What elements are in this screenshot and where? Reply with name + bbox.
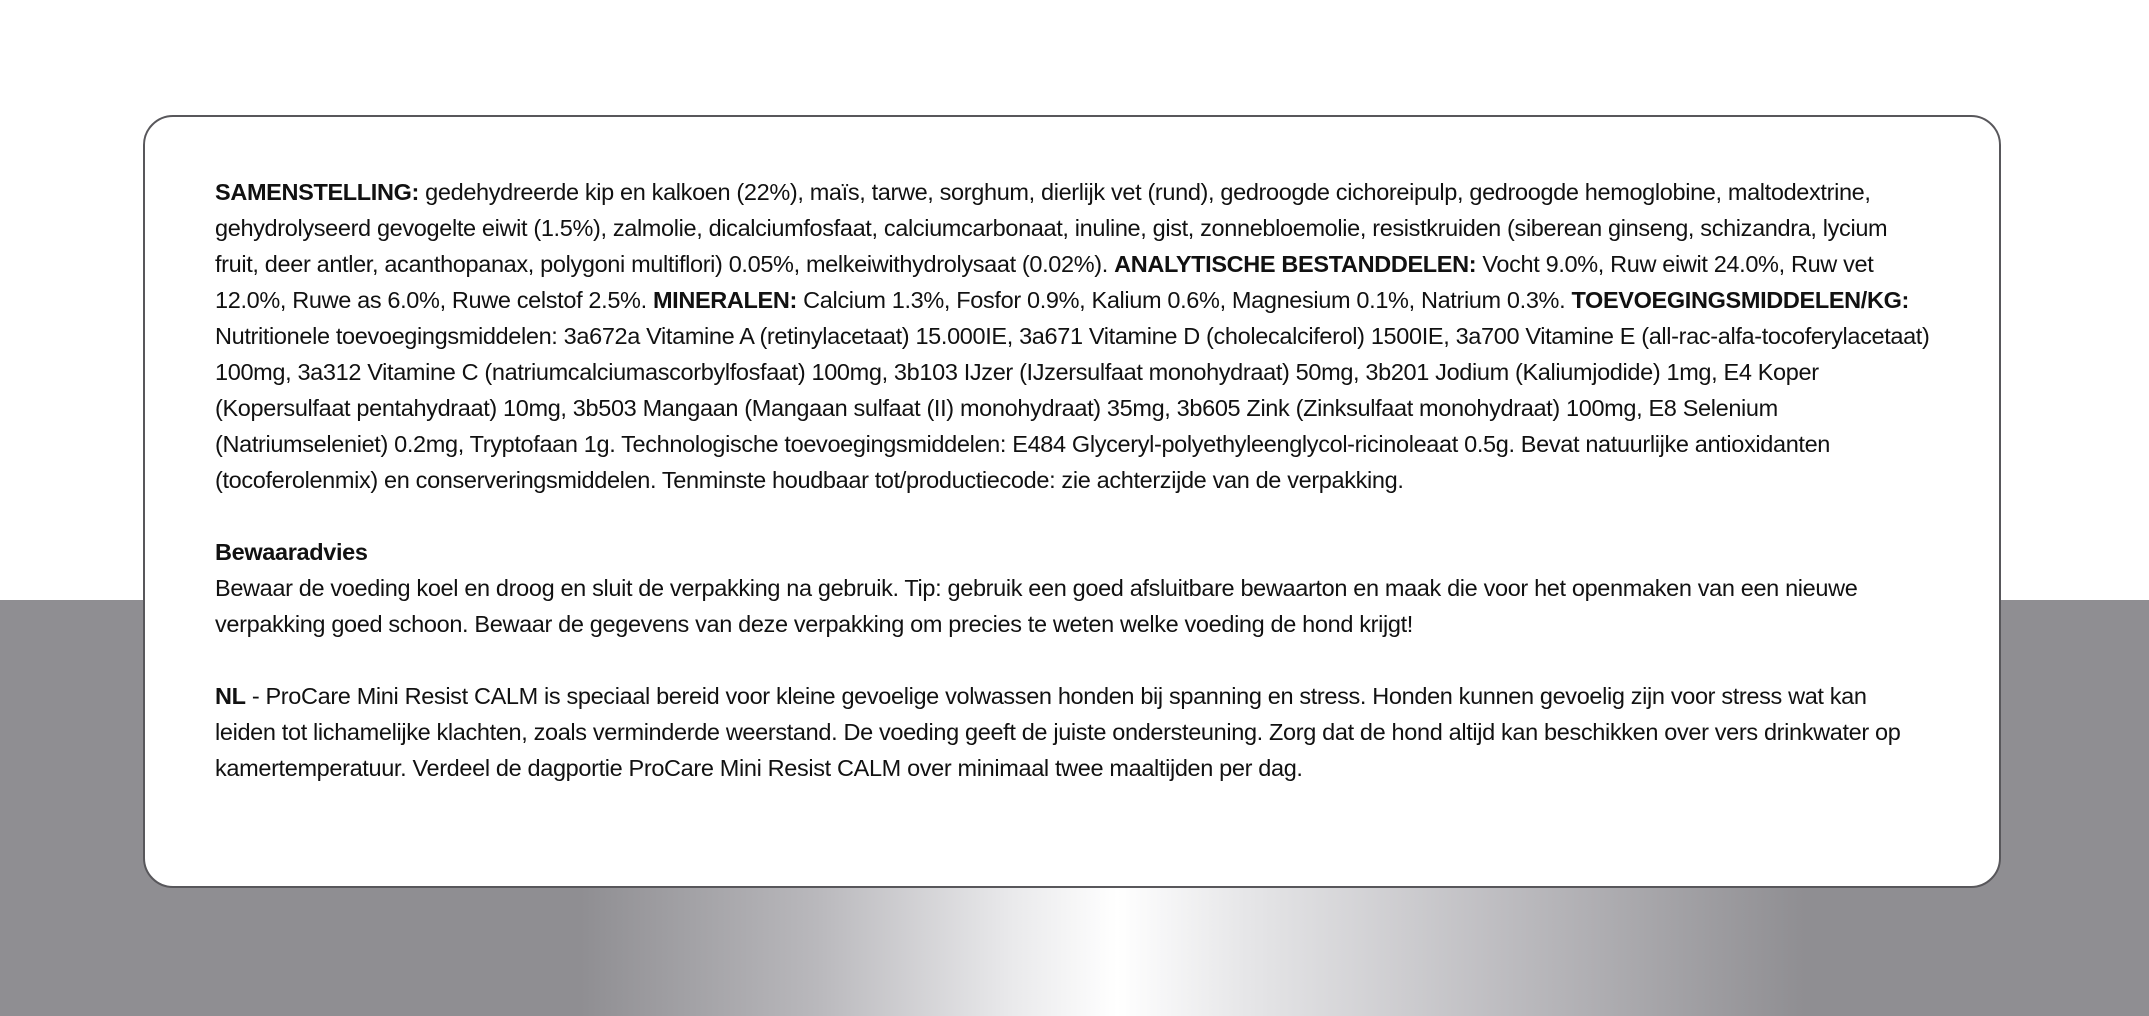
storage-paragraph — [215, 534, 1933, 642]
product-label-panel — [143, 115, 2001, 888]
composition-text: gedehydreerde kip en kalkoen (22%), maïs, tarwe, sorghum, dierlijk vet (rund), gedroogde cichoreipulp, gedroogde hemoglobine, maltodextrine, gehydrolyseerd gevogelte eiwit (1.5%), zalmolie, dicalciumfosfaat, calciumcarbonaat, inuline, gist, zonnebloemolie, resistkruiden (siberean ginseng, schizandra, lycium fruit, deer antler, acanthopanax, polygoni multiflori) 0.05%, melkeiwithydrolysaat (0.02%). — [215, 179, 1888, 277]
storage-text: Bewaar de voeding koel en droog en sluit de verpakking na gebruik. Tip: gebruik een goed afsluitbare bewaarton en maak die voor het openmaken van een nieuwe verpakking goed schoon. Bewaar de gegevens van deze verpakking om precies te weten welke voeding de hond krijgt! — [215, 575, 1858, 637]
minerals-text: Calcium 1.3%, Fosfor 0.9%, Kalium 0.6%, Magnesium 0.1%, Natrium 0.3%. — [796, 287, 1572, 313]
analytical-text: Vocht 9.0%, Ruw eiwit 24.0%, Ruw vet 12.0%, Ruwe as 6.0%, Ruwe celstof 2.5%. — [215, 251, 1874, 313]
minerals-label: MINERALEN: — [652, 287, 797, 313]
storage-heading: Bewaaradvies — [215, 539, 368, 565]
additives-text: Nutritionele toevoegingsmiddelen: 3a672a Vitamine A (retinylacetaat) 15.000IE, 3a671 Vitamine D (cholecalciferol) 1500IE, 3a700 Vitamine E (all-rac-alfa-tocoferylacetaat) 100mg, 3a312 Vitamine C (natriumcalciumascorbylfosfaat) 100mg, 3b103 IJzer (IJzersulfaat monohydraat) 50mg, 3b201 Jodium (Kaliumjodide) 1mg, E4 Koper (Kopersulfaat pentahydraat) 10mg, 3b503 Mangaan (Mangaan sulfaat (II) monohydraat) 35mg, 3b605 Zink (Zinksulfaat monohydraat) 100mg, E8 Selenium (Natriumseleniet) 0.2mg, Tryptofaan 1g. Technologische toevoegingsmiddelen: E484 Glyceryl-polyethyleenglycol-ricinoleaat 0.5g. Bevat natuurlijke antioxidanten (tocoferolenmix) en conserveringsmiddelen. Tenminste houdbaar tot/productiecode: zie achterzijde van de verpakking. — [215, 323, 1930, 493]
description-language-code: NL — [215, 683, 246, 709]
description-text: - ProCare Mini Resist CALM is speciaal bereid voor kleine gevoelige volwassen honden bij spanning en stress. Honden kunnen gevoelig zijn voor stress wat kan leiden tot lichamelijke klachten, zoals verminderde weerstand. De voeding geeft de juiste ondersteuning. Zorg dat de hond altijd kan beschikken over vers drinkwater op kamertemperatuur. Verdeel de dagportie ProCare Mini Resist CALM over minimaal twee maaltijden per dag. — [215, 683, 1901, 781]
analytical-label: ANALYTISCHE BESTANDDELEN: — [1114, 251, 1477, 277]
spacer — [215, 642, 1929, 678]
description-paragraph — [215, 678, 1933, 786]
composition-paragraph — [215, 174, 1933, 498]
spacer — [215, 498, 1929, 534]
composition-label: SAMENSTELLING: — [215, 179, 419, 205]
additives-label: TOEVOEGINGSMIDDELEN/KG: — [1571, 287, 1909, 313]
